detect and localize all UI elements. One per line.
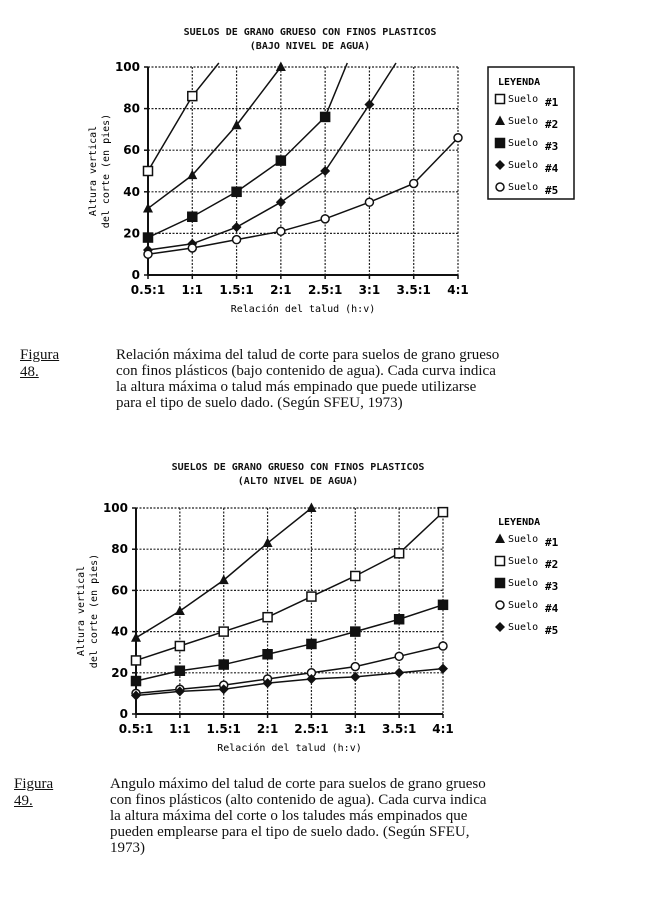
legend-title: LEYENDA (498, 517, 541, 528)
y-tick-label: 20 (123, 226, 140, 241)
caption-line: Angulo máximo del talud de corte para suelos de grano grueso (110, 776, 486, 792)
x-axis-label: Relación del talud (h:v) (230, 304, 376, 315)
x-tick-label: 3.5:1 (381, 722, 417, 736)
series-suelo-4 (143, 63, 396, 255)
x-tick-label: 2:1 (256, 722, 279, 736)
legend-number: #3 (545, 140, 559, 153)
legend-label: Suelo (508, 622, 539, 633)
y-tick-label: 60 (111, 583, 128, 598)
data-point (395, 549, 404, 558)
caption-line: 1973) (110, 840, 145, 856)
legend-marker (496, 579, 505, 588)
data-point (232, 187, 241, 196)
x-axis-label: Relación del talud (h:v) (217, 743, 362, 754)
y-tick-label: 0 (131, 268, 140, 282)
legend-label: Suelo (508, 138, 539, 149)
x-tick-label: 0.5:1 (130, 283, 166, 297)
y-tick-label: 100 (102, 501, 128, 515)
legend-number: #1 (545, 96, 559, 109)
legend-number: #3 (545, 580, 559, 593)
legend-marker (496, 557, 505, 566)
data-point (351, 627, 360, 636)
data-point (307, 592, 316, 601)
x-tick-label: 1:1 (181, 283, 204, 297)
data-point (219, 627, 228, 636)
data-point (263, 538, 273, 548)
legend-label: Suelo (508, 556, 539, 567)
x-tick-label: 1.5:1 (206, 722, 241, 736)
legend-item (495, 116, 558, 132)
x-tick-label: 1:1 (169, 722, 191, 736)
y-axis-label: del corte (en pies) (101, 113, 112, 229)
series-line (148, 138, 458, 254)
series-line (148, 63, 396, 250)
y-axis-label: Altura vertical (76, 565, 87, 657)
data-point (144, 167, 153, 176)
data-point (307, 639, 316, 648)
legend-marker (496, 139, 505, 148)
caption-line: Relación máxima del talud de corte para suelos de grano grueso (116, 347, 500, 363)
caption-line: la altura máxima o talud más empinado que puede utilizarse (116, 379, 477, 395)
data-point (351, 663, 359, 671)
legend-marker (496, 183, 504, 191)
legend-label: Suelo (508, 116, 539, 127)
legend-label: Suelo (508, 600, 539, 611)
data-point (438, 664, 448, 674)
x-tick-label: 2.5:1 (307, 283, 343, 297)
y-axis-label: Altura vertical (88, 125, 99, 217)
series-suelo-2 (132, 508, 448, 665)
caption-line: la altura máxima del corte o los taludes más empinados que (110, 808, 468, 824)
data-point (188, 92, 197, 101)
legend-label: Suelo (508, 182, 539, 193)
x-tick-label: 2.5:1 (294, 722, 329, 736)
y-tick-label: 100 (114, 60, 140, 74)
data-point (276, 156, 285, 165)
legend-marker (496, 601, 504, 609)
figure-label: Figura 49. (14, 776, 54, 809)
legend-number: #2 (545, 558, 559, 571)
data-point (276, 197, 286, 207)
chart1-title-text: SUELOS DE GRANO GRUESO CON FINOS PLASTICOS (183, 27, 437, 38)
data-point (263, 650, 272, 659)
caption-text (116, 347, 636, 411)
y-tick-label: 40 (123, 184, 140, 199)
x-tick-label: 3:1 (358, 283, 381, 297)
legend-marker (496, 95, 505, 104)
data-point (263, 613, 272, 622)
legend-label: Suelo (508, 578, 539, 589)
x-tick-label: 0.5:1 (118, 722, 154, 736)
legend-number: #5 (545, 624, 559, 637)
legend-marker (495, 116, 505, 126)
caption-line: para el tipo de suelo dado. (Según SFEU, 1973) (116, 395, 403, 411)
legend-number: #1 (545, 536, 559, 549)
legend-item (496, 578, 559, 593)
caption-text (110, 776, 630, 856)
data-point (364, 99, 374, 109)
data-point (131, 632, 141, 642)
y-axis-label: del corte (en pies) (89, 553, 100, 669)
data-point (350, 672, 360, 682)
x-tick-label: 2:1 (270, 283, 292, 297)
y-tick-label: 80 (123, 101, 140, 116)
data-point (439, 508, 448, 517)
y-tick-label: 40 (111, 624, 128, 639)
caption-line: pueden emplearse para el tipo de suelo dado. (Según SFEU, (110, 824, 470, 840)
legend-item (496, 600, 559, 615)
data-point (144, 233, 153, 242)
caption-line: con finos plásticos (alto contenido de agua). Cada curva indica (110, 792, 487, 808)
data-point (175, 642, 184, 651)
data-point (277, 227, 285, 235)
data-point (188, 244, 196, 252)
data-point (175, 606, 185, 616)
legend-marker (495, 534, 505, 544)
data-point (232, 222, 242, 232)
data-point (143, 203, 153, 213)
legend-label: Suelo (508, 160, 539, 171)
data-point (321, 215, 329, 223)
legend-number: #4 (545, 162, 559, 175)
data-point (321, 112, 330, 121)
data-point (320, 166, 330, 176)
legend-item (496, 556, 559, 571)
data-point (394, 668, 404, 678)
data-point (233, 236, 241, 244)
data-point (439, 600, 448, 609)
data-point (365, 198, 373, 206)
data-point (410, 179, 418, 187)
data-point (395, 652, 403, 660)
chart-2 (76, 501, 559, 754)
data-point (276, 62, 286, 72)
data-point (144, 250, 152, 258)
legend-marker (495, 160, 505, 170)
data-point (454, 134, 462, 142)
legend-title: LEYENDA (498, 77, 541, 88)
legend-item (496, 94, 559, 109)
legend-item (495, 622, 558, 637)
data-point (175, 666, 184, 675)
caption-line: con finos plásticos (bajo contenido de agua). Cada curva indica (116, 363, 496, 379)
y-tick-label: 0 (119, 707, 128, 721)
x-tick-label: 3.5:1 (396, 283, 431, 297)
legend-item (496, 182, 558, 197)
data-point (132, 677, 141, 686)
y-tick-label: 80 (111, 542, 128, 557)
legend-item (495, 534, 559, 550)
x-tick-label: 1.5:1 (219, 283, 254, 297)
data-point (306, 503, 316, 513)
legend-label: Suelo (508, 94, 539, 105)
legend-item (495, 160, 559, 175)
chart-1 (88, 60, 574, 315)
legend-marker (495, 622, 505, 632)
y-tick-label: 20 (111, 665, 128, 680)
series-suelo-3 (144, 63, 348, 242)
legend-label: Suelo (508, 534, 539, 545)
legend-number: #2 (545, 118, 559, 131)
data-point (395, 615, 404, 624)
x-tick-label: 3:1 (344, 722, 367, 736)
figure-label: Figura 48. (20, 347, 60, 380)
legend-number: #5 (545, 184, 559, 197)
x-tick-label: 4:1 (447, 283, 469, 297)
data-point (219, 575, 229, 585)
data-point (132, 656, 141, 665)
chart2-subtitle: (ALTO NIVEL DE AGUA) (237, 476, 359, 487)
chart2-title-text: SUELOS DE GRANO GRUESO CON FINOS PLASTICOS (171, 462, 425, 473)
legend-item (496, 138, 559, 153)
legend-number: #4 (545, 602, 559, 615)
chart1-subtitle: (BAJO NIVEL DE AGUA) (249, 41, 371, 52)
data-point (439, 642, 447, 650)
series-line (148, 63, 219, 171)
x-tick-label: 4:1 (432, 722, 454, 736)
data-point (188, 212, 197, 221)
series-suelo-2 (143, 62, 286, 213)
y-tick-label: 60 (123, 143, 140, 158)
data-point (219, 660, 228, 669)
series-line (136, 512, 443, 660)
data-point (351, 571, 360, 580)
